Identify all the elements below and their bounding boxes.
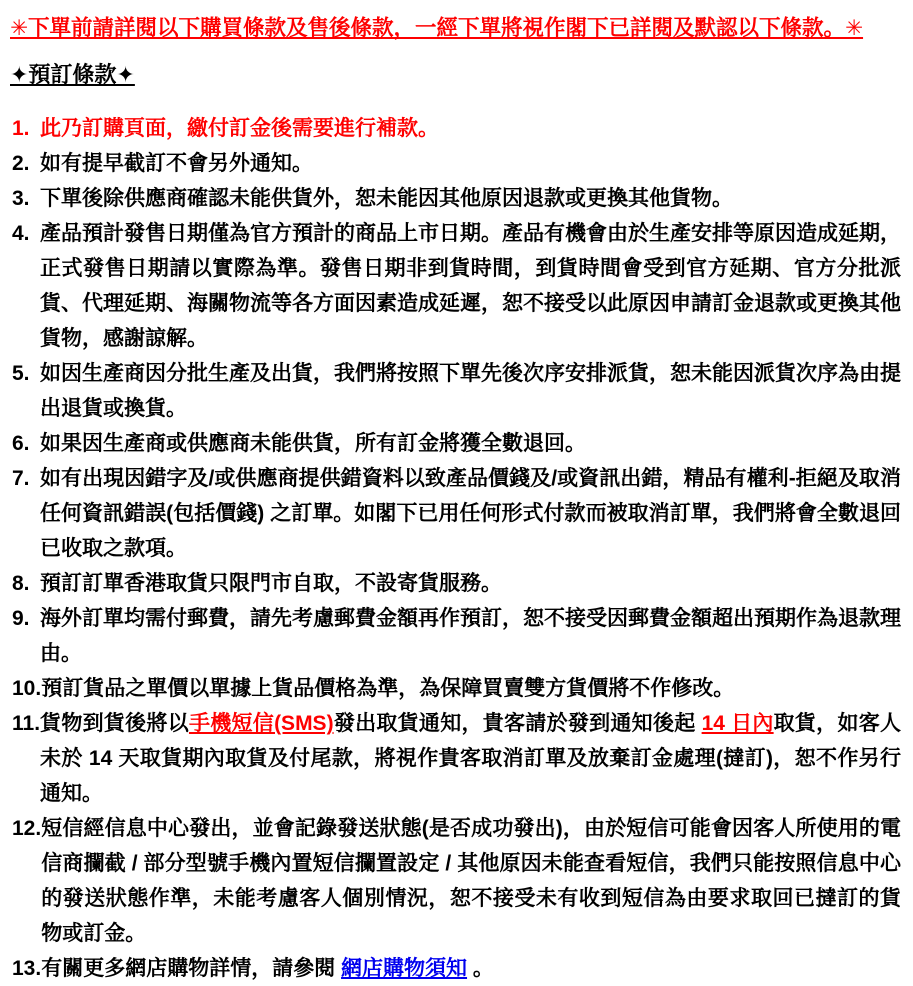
term-segment: 取貨，如客人未於 14 天取貨期內取貨及付尾款，將視作貴客取消訂單及放棄訂金處理(撻訂)，恕不作另行通知。 — [40, 712, 901, 805]
term-segment: 發出取貨通知，貴客請於發到通知後起 — [333, 712, 702, 735]
term-item-4 — [10, 216, 901, 356]
term-text — [41, 811, 901, 951]
term-number: 10. — [12, 677, 42, 700]
term-text — [40, 356, 901, 426]
term-item-7 — [10, 461, 901, 566]
term-text — [40, 146, 901, 181]
term-segment: 預訂貨品之單價以單據上貨品價格為準，為保障買賣雙方貨價將不作修改。 — [41, 677, 735, 700]
term-segment: 預訂訂單香港取貨只限門市自取，不設寄貨服務。 — [40, 572, 502, 595]
red-emphasis-text: 手機短信(SMS) — [188, 712, 334, 735]
term-number: 13. — [12, 957, 42, 980]
term-item-5 — [10, 356, 901, 426]
term-item-1 — [10, 111, 901, 146]
term-number: 1. — [12, 117, 30, 140]
term-segment: 如有提早截訂不會另外通知。 — [40, 152, 313, 175]
term-item-8 — [10, 566, 901, 601]
term-segment: 短信經信息中心發出，並會記錄發送狀態(是否成功發出)，由於短信可能會因客人所使用的電信商攔截 / 部分型號手機內置短信攔置設定 / 其他原因未能查看短信，我們只能按照信息中心的發送狀態作準，未能考慮客人個別情況，恕不接受未有收到短信為由要求取回已撻訂的貨物或訂金。 — [41, 817, 901, 945]
term-number: 8. — [12, 572, 30, 595]
term-segment: 如因生產商因分批生產及出貨，我們將按照下單先後次序安排派貨，恕未能因派貨次序為由提出退貨或換貨。 — [40, 362, 901, 420]
purchase-terms-title: ✳下單前請詳閱以下購買條款及售後條款，一經下單將視作閣下已詳閱及默認以下條款。✳ — [10, 16, 864, 40]
term-item-2 — [10, 146, 901, 181]
term-item-6 — [10, 426, 901, 461]
term-text — [40, 181, 901, 216]
term-item-12 — [10, 811, 901, 951]
term-number: 6. — [12, 432, 30, 455]
red-emphasis-text: 14 日內 — [701, 712, 774, 735]
section-heading-wrap — [10, 61, 901, 89]
terms-list — [10, 111, 901, 986]
term-number: 11. — [12, 712, 41, 735]
term-item-13 — [10, 951, 901, 986]
term-segment: 如有出現因錯字及/或供應商提供錯資料以致產品價錢及/或資訊出錯，精品有權利-拒絕及取消任何資訊錯誤(包括價錢) 之訂單。如閣下已用任何形式付款而被取消訂單，我們將會全數退回已收取之款項。 — [40, 467, 901, 560]
term-segment: 如果因生產商或供應商未能供貨，所有訂金將獲全數退回。 — [40, 432, 586, 455]
term-text — [40, 461, 901, 566]
term-text — [41, 951, 901, 986]
term-text — [40, 426, 901, 461]
term-text — [40, 601, 901, 671]
term-item-9 — [10, 601, 901, 671]
term-number: 9. — [12, 607, 30, 630]
term-segment: 海外訂單均需付郵費，請先考慮郵費金額再作預訂，恕不接受因郵費金額超出預期作為退款理由。 — [40, 607, 901, 665]
term-segment: 有關更多網店購物詳情，請參閱 — [41, 957, 342, 980]
term-item-10 — [10, 671, 901, 706]
term-number: 5. — [12, 362, 30, 385]
term-text — [40, 566, 901, 601]
term-item-11 — [10, 706, 901, 811]
term-segment: 下單後除供應商確認未能供貨外，恕未能因其他原因退款或更換其他貨物。 — [40, 187, 733, 210]
preorder-terms-heading: ✦預訂條款✦ — [10, 62, 135, 87]
store-shopping-notice-link[interactable]: 網店購物須知 — [341, 957, 468, 980]
term-text — [40, 706, 901, 811]
term-number: 3. — [12, 187, 30, 210]
term-segment: 此乃訂購頁面，繳付訂金後需要進行補款。 — [40, 117, 439, 140]
term-text — [40, 216, 901, 356]
term-text — [41, 671, 901, 706]
term-number: 4. — [12, 222, 30, 245]
term-segment: 。 — [467, 957, 494, 980]
term-number: 2. — [12, 152, 30, 175]
term-number: 7. — [12, 467, 30, 490]
term-item-3 — [10, 181, 901, 216]
term-segment: 產品預計發售日期僅為官方預計的商品上市日期。產品有機會由於生產安排等原因造成延期，正式發售日期請以實際為準。發售日期非到貨時間，到貨時間會受到官方延期、官方分批派貨、代理延期、海關物流等各方面因素造成延遲，恕不接受以此原因申請訂金退款或更換其他貨物，感謝諒解。 — [40, 222, 901, 350]
term-number: 12. — [12, 817, 42, 840]
term-segment: 貨物到貨後將以 — [40, 712, 189, 735]
term-text — [40, 111, 901, 146]
